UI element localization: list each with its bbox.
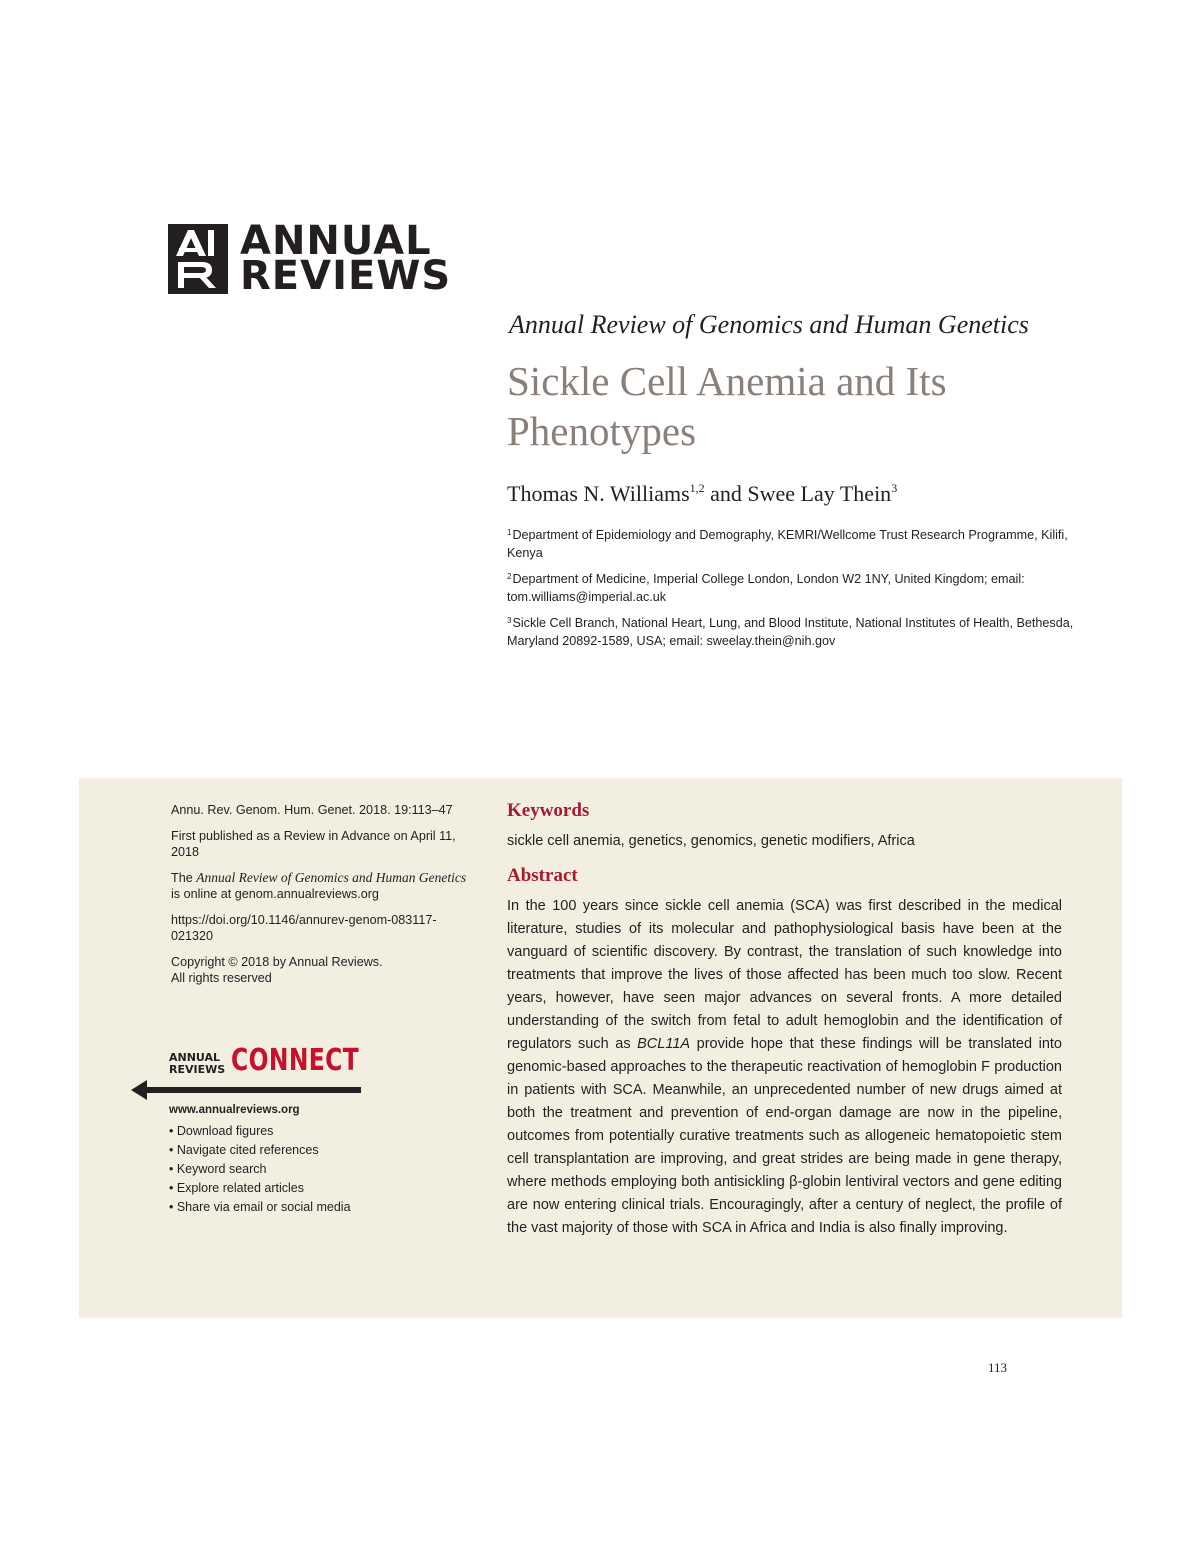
author-1-affil: 1,2 (689, 481, 705, 495)
article-info-sidebar (171, 802, 471, 996)
affiliation-1: $^1$Department of Epidemiology and Demography, KEMRI/Wellcome Trust Research Programme, Kilifi, Kenya (507, 528, 1068, 560)
gene-name: BCL11A (637, 1036, 691, 1052)
left-arrow-icon (129, 1078, 369, 1102)
feature-item: • Keyword search (169, 1162, 267, 1176)
connect-feature-list (169, 1122, 351, 1217)
author-conjunction: and (704, 481, 748, 506)
connect-url[interactable]: www.annualreviews.org (169, 1104, 300, 1116)
abstract-text: In the 100 years since sickle cell anemia (SCA) was first described in the medical literature, studies of its molecular and pathophysiological basis have been at the vanguard of scientific discovery. By contrast, the translation of such knowledge into treatments that improve the lives of those affected has been much too slow. Recent years, however, have seen major advances on several fronts. A more detailed understanding of the switch from fetal to adult hemoglobin and the identification of regulators such as BCL11A provide hope that these findings will be translated into genomic-based approaches to the therapeutic reactivation of hemoglobin F production in patients with SCA. Meanwhile, an unprecedented number of new drugs aimed at both the treatment and prevention of end-organ damage are now in the pipeline, outcomes from potentially curative treatments such as allogeneic hematopoietic stem cell transplantation are improving, and great strides are being made in gene therapy, where methods employing both antisickling β-globin lentiviral vectors and gene editing are now entering clinical trials. Encouragingly, after a century of neglect, the profile of the vast majority of those with SCA in Africa and India is also finally improving. (507, 898, 1062, 1236)
logo-line-1: ANNUAL (240, 218, 432, 264)
page-number: 113 (988, 1360, 1008, 1375)
feature-item: • Download figures (169, 1124, 274, 1138)
citation: Annu. Rev. Genom. Hum. Genet. 2018. 19:113–47 (171, 803, 453, 817)
author-line (507, 481, 897, 507)
main-column (507, 800, 1062, 1240)
author-2: Swee Lay Thein (747, 481, 892, 506)
ar-monogram-logo (168, 224, 228, 294)
online-journal-name: Annual Review of Genomics and Human Genetics (196, 869, 467, 885)
annual-reviews-connect[interactable] (129, 1043, 389, 1226)
feature-item: • Navigate cited references (169, 1143, 319, 1157)
feature-item: • Share via email or social media (169, 1200, 351, 1214)
article-title: Sickle Cell Anemia and Its Phenotypes (507, 358, 947, 454)
author-2-affil: 3 (891, 481, 898, 495)
publication-date: First published as a Review in Advance on April 11, 2018 (171, 828, 456, 859)
connect-small-text: ANNUAL REVIEWS (169, 1051, 226, 1076)
annual-reviews-logo (168, 218, 452, 299)
author-1: Thomas N. Williams (507, 481, 690, 506)
affiliation-3: $^3$Sickle Cell Branch, National Heart, Lung, and Blood Institute, National Institutes of Health, Bethesda, Maryland 20892-1589, USA; email: sweelay.thein@nih.gov (507, 616, 1074, 648)
logo-line-2: REVIEWS (240, 253, 452, 299)
connect-logo (169, 1043, 395, 1078)
feature-item: • Explore related articles (169, 1181, 304, 1195)
affiliation-2: $^2$Department of Medicine, Imperial College London, London W2 1NY, United Kingdom; email: tom.williams@imperial.ac.uk (507, 572, 1025, 604)
online-note: The Annual Review of Genomics and Human Genetics is online at genom.annualreviews.org (171, 869, 467, 901)
copyright: Copyright © 2018 by Annual Reviews. All rights reserved (171, 954, 383, 985)
keywords-list: sickle cell anemia, genetics, genomics, genetic modifiers, Africa (507, 833, 915, 849)
connect-word: CONNECT (231, 1043, 360, 1078)
journal-name: Annual Review of Genomics and Human Genetics (509, 310, 1029, 339)
logo-wordmark (240, 218, 452, 299)
keywords-heading: Keywords (507, 800, 590, 821)
abstract-heading: Abstract (507, 865, 578, 886)
doi-link[interactable]: https://doi.org/10.1146/annurev-genom-083117-021320 (171, 912, 437, 943)
affiliations (507, 524, 1077, 656)
